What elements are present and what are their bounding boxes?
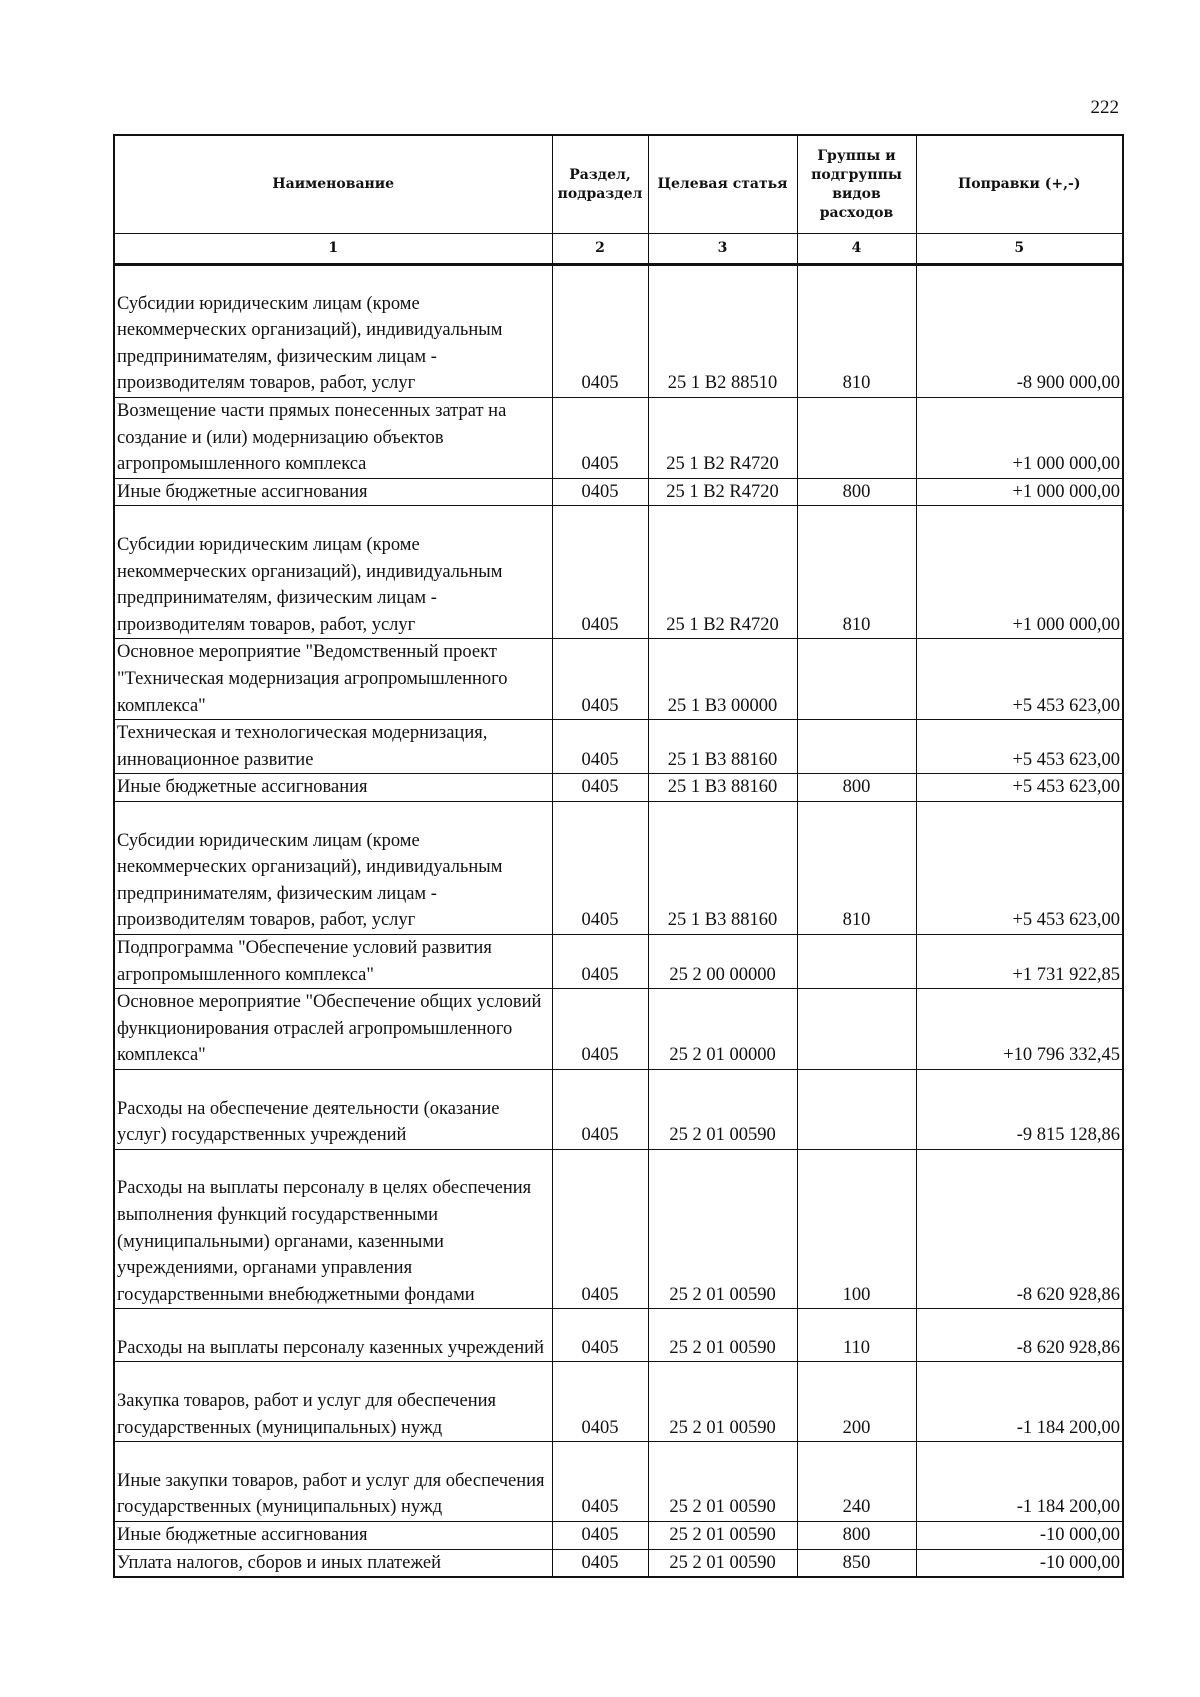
row-amount-cell: -1 184 200,00: [916, 1362, 1123, 1442]
table-body: [114, 265, 1123, 1578]
row-article-cell: 25 2 01 00590: [648, 1362, 797, 1442]
row-name-cell: Закупка товаров, работ и услуг для обеспечения государственных (муниципальных) нужд: [114, 1362, 552, 1442]
row-amount-cell: -8 620 928,86: [916, 1149, 1123, 1309]
row-name-cell: Иные бюджетные ассигнования: [114, 478, 552, 506]
row-name-cell: Субсидии юридическим лицам (кроме некоммерческих организаций), индивидуальным предпринимателям, физическим лицам - производителям товаров, работ, услуг: [114, 506, 552, 639]
row-section-cell: 0405: [552, 989, 648, 1070]
table-row: [114, 1549, 1123, 1577]
row-article-cell: 25 1 В2 R4720: [648, 478, 797, 506]
header-row: [114, 135, 1123, 234]
table-row: [114, 398, 1123, 479]
row-group-cell: 200: [797, 1362, 916, 1442]
row-group-cell: 240: [797, 1442, 916, 1522]
row-section-cell: 0405: [552, 1362, 648, 1442]
row-amount-cell: -9 815 128,86: [916, 1069, 1123, 1149]
table-row: [114, 1309, 1123, 1362]
row-group-cell: [797, 639, 916, 720]
row-amount-cell: +1 000 000,00: [916, 506, 1123, 639]
table-row: [114, 801, 1123, 934]
table-row: [114, 1522, 1123, 1550]
row-group-cell: 800: [797, 478, 916, 506]
row-section-cell: 0405: [552, 1522, 648, 1550]
row-article-cell: 25 2 00 00000: [648, 934, 797, 988]
row-section-cell: 0405: [552, 720, 648, 774]
table-row: [114, 934, 1123, 988]
page-number: 222: [1090, 97, 1119, 118]
row-amount-cell: +5 453 623,00: [916, 801, 1123, 934]
row-group-cell: 800: [797, 1522, 916, 1550]
row-name-cell: Иные закупки товаров, работ и услуг для обеспечения государственных (муниципальных) нужд: [114, 1442, 552, 1522]
row-section-cell: 0405: [552, 801, 648, 934]
row-article-cell: 25 1 В2 R4720: [648, 398, 797, 479]
row-section-cell: 0405: [552, 1309, 648, 1362]
table-row: [114, 265, 1123, 398]
row-name-cell: Субсидии юридическим лицам (кроме некоммерческих организаций), индивидуальным предпринимателям, физическим лицам - производителям товаров, работ, услуг: [114, 265, 552, 398]
row-name-cell: Техническая и технологическая модернизация, инновационное развитие: [114, 720, 552, 774]
row-article-cell: 25 2 01 00590: [648, 1069, 797, 1149]
row-group-cell: 850: [797, 1549, 916, 1577]
table-row: [114, 478, 1123, 506]
row-name-cell: Возмещение части прямых понесенных затрат на создание и (или) модернизацию объектов агропромышленного комплекса: [114, 398, 552, 479]
row-amount-cell: +1 000 000,00: [916, 398, 1123, 479]
row-article-cell: 25 2 01 00000: [648, 989, 797, 1070]
row-article-cell: 25 1 В3 88160: [648, 720, 797, 774]
row-section-cell: 0405: [552, 934, 648, 988]
table-row: [114, 1149, 1123, 1309]
row-section-cell: 0405: [552, 1549, 648, 1577]
table-row: [114, 1442, 1123, 1522]
row-group-cell: [797, 934, 916, 988]
column-number-row: [114, 234, 1123, 265]
row-amount-cell: +5 453 623,00: [916, 639, 1123, 720]
row-section-cell: 0405: [552, 1442, 648, 1522]
row-amount-cell: +5 453 623,00: [916, 720, 1123, 774]
row-amount-cell: -10 000,00: [916, 1522, 1123, 1550]
row-article-cell: 25 2 01 00590: [648, 1149, 797, 1309]
row-amount-cell: -8 900 000,00: [916, 265, 1123, 398]
row-name-cell: Расходы на выплаты персоналу казенных учреждений: [114, 1309, 552, 1362]
row-article-cell: 25 1 В3 88160: [648, 801, 797, 934]
row-name-cell: Иные бюджетные ассигнования: [114, 1522, 552, 1550]
column-header-group: Группы и подгруппы видов расходов: [797, 135, 916, 234]
row-group-cell: [797, 720, 916, 774]
row-amount-cell: -8 620 928,86: [916, 1309, 1123, 1362]
row-amount-cell: -1 184 200,00: [916, 1442, 1123, 1522]
row-group-cell: 810: [797, 801, 916, 934]
row-group-cell: [797, 1069, 916, 1149]
table-row: [114, 720, 1123, 774]
row-name-cell: Иные бюджетные ассигнования: [114, 774, 552, 802]
row-section-cell: 0405: [552, 774, 648, 802]
row-group-cell: 100: [797, 1149, 916, 1309]
row-article-cell: 25 2 01 00590: [648, 1549, 797, 1577]
row-group-cell: [797, 398, 916, 479]
row-article-cell: 25 1 В3 88160: [648, 774, 797, 802]
row-name-cell: Расходы на обеспечение деятельности (оказание услуг) государственных учреждений: [114, 1069, 552, 1149]
row-group-cell: 110: [797, 1309, 916, 1362]
row-group-cell: 810: [797, 506, 916, 639]
row-group-cell: 800: [797, 774, 916, 802]
column-number: 1: [114, 234, 552, 265]
row-amount-cell: +10 796 332,45: [916, 989, 1123, 1070]
row-article-cell: 25 1 В3 00000: [648, 639, 797, 720]
column-header-name: Наименование: [114, 135, 552, 234]
table-row: [114, 1069, 1123, 1149]
row-section-cell: 0405: [552, 398, 648, 479]
row-article-cell: 25 2 01 00590: [648, 1309, 797, 1362]
row-name-cell: Основное мероприятие "Обеспечение общих условий функционирования отраслей агропромышленного комплекса": [114, 989, 552, 1070]
column-number: 2: [552, 234, 648, 265]
column-number: 3: [648, 234, 797, 265]
row-article-cell: 25 2 01 00590: [648, 1522, 797, 1550]
row-section-cell: 0405: [552, 1149, 648, 1309]
row-section-cell: 0405: [552, 265, 648, 398]
row-article-cell: 25 2 01 00590: [648, 1442, 797, 1522]
column-number: 5: [916, 234, 1123, 265]
row-name-cell: Уплата налогов, сборов и иных платежей: [114, 1549, 552, 1577]
row-amount-cell: +1 000 000,00: [916, 478, 1123, 506]
column-header-amount: Поправки (+,-): [916, 135, 1123, 234]
row-name-cell: Расходы на выплаты персоналу в целях обеспечения выполнения функций государственными (муниципальными) органами, казенными учреждениями, органами управления государственными внебюджетными фондами: [114, 1149, 552, 1309]
row-name-cell: Основное мероприятие "Ведомственный проект "Техническая модернизация агропромышленного комплекса": [114, 639, 552, 720]
row-article-cell: 25 1 В2 R4720: [648, 506, 797, 639]
table-row: [114, 774, 1123, 802]
row-section-cell: 0405: [552, 639, 648, 720]
table-row: [114, 1362, 1123, 1442]
table-row: [114, 506, 1123, 639]
table-row: [114, 989, 1123, 1070]
row-section-cell: 0405: [552, 478, 648, 506]
table-row: [114, 639, 1123, 720]
row-section-cell: 0405: [552, 506, 648, 639]
column-number: 4: [797, 234, 916, 265]
row-group-cell: 810: [797, 265, 916, 398]
row-name-cell: Субсидии юридическим лицам (кроме некоммерческих организаций), индивидуальным предпринимателям, физическим лицам - производителям товаров, работ, услуг: [114, 801, 552, 934]
column-header-article: Целевая статья: [648, 135, 797, 234]
column-header-section: Раздел, подраздел: [552, 135, 648, 234]
row-group-cell: [797, 989, 916, 1070]
row-amount-cell: -10 000,00: [916, 1549, 1123, 1577]
row-amount-cell: +1 731 922,85: [916, 934, 1123, 988]
row-article-cell: 25 1 В2 88510: [648, 265, 797, 398]
row-amount-cell: +5 453 623,00: [916, 774, 1123, 802]
row-name-cell: Подпрограмма "Обеспечение условий развития агропромышленного комплекса": [114, 934, 552, 988]
budget-amendments-table: [113, 134, 1124, 1578]
table-header: [114, 135, 1123, 265]
row-section-cell: 0405: [552, 1069, 648, 1149]
